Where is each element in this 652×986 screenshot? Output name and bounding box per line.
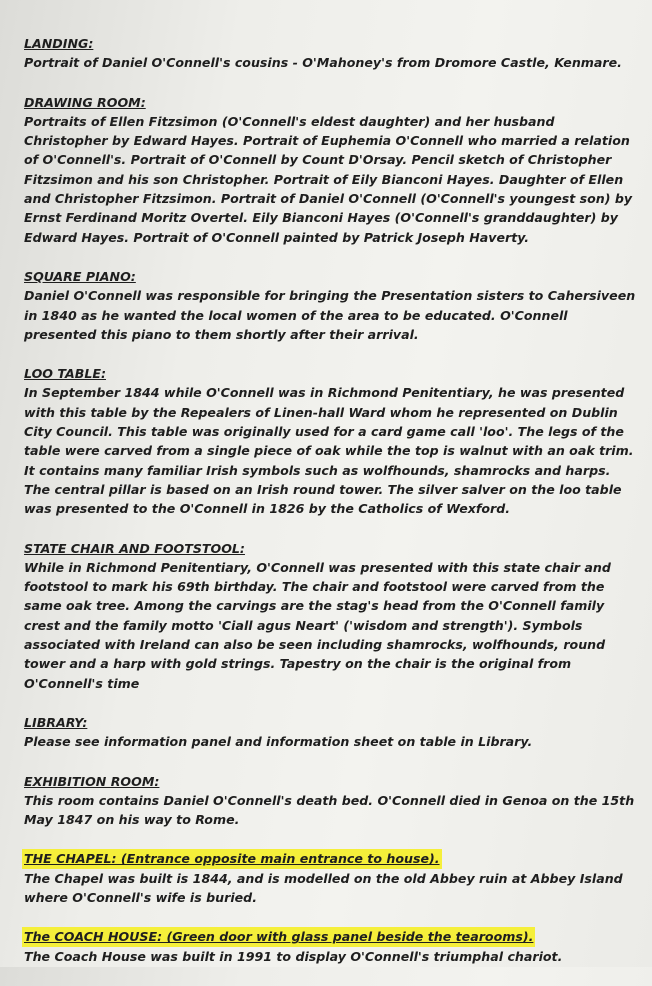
- section-square-piano: [24, 267, 636, 344]
- section-heading: STATE CHAIR AND FOOTSTOOL:: [24, 540, 245, 556]
- section-text: This room contains Daniel O'Connell's death bed. O'Connell died in Genoa on the 15th May 1847 on his way to Rome.: [24, 792, 635, 828]
- section-text: While in Richmond Penitentiary, O'Connell was presented with this state chair and footstool to mark his 69th birthday. The chair and footstool were carved from the same oak tree. Among the carvings are the stag's head from the O'Connell family crest and the family motto 'Ciall agus Neart' ('wisdom and strength'). Symbols associated with Ireland can also be seen including shamrocks, wolfhounds, round tower and a harp with gold strings. Tapestry on the chair is the original from O'Connell's time: [24, 559, 611, 691]
- section-landing: [24, 34, 636, 73]
- section-text: Daniel O'Connell was responsible for bringing the Presentation sisters to Cahersiveen in 1840 as he wanted the local women of the area to be educated. O'Connell presented this piano to them shortly after their arrival.: [24, 288, 636, 342]
- section-coach-house: [24, 927, 636, 966]
- section-heading: EXHIBITION ROOM:: [24, 773, 160, 789]
- section-heading: LIBRARY:: [24, 714, 88, 730]
- section-drawing-room: [24, 93, 636, 247]
- section-text: Portraits of Ellen Fitzsimon (O'Connell's eldest daughter) and her husband Christopher by Edward Hayes. Portrait of Euphemia O'Connell who married a relation of O'Connell's. Portrait of O'Connell by Count D'Orsay. Pencil sketch of Christopher Fitzsimon and his son Christopher. Portrait of Eily Bianconi Hayes. Daughter of Ellen and Christopher Fitzsimon. Portrait of Daniel O'Connell (O'Connell's youngest son) by Ernst Ferdinand Moritz Overtel. Eily Bianconi Hayes (O'Connell's granddaughter) by Edward Hayes. Portrait of O'Connell painted by Patrick Joseph Haverty.: [24, 113, 633, 245]
- section-heading-highlighted: The COACH HOUSE: (Green door with glass panel beside the tearooms).: [22, 927, 535, 946]
- info-sheet: [24, 34, 636, 986]
- section-heading: DRAWING ROOM:: [24, 94, 146, 110]
- section-loo-table: [24, 364, 636, 518]
- section-text: Portrait of Daniel O'Connell's cousins - O'Mahoney's from Dromore Castle, Kenmare.: [24, 55, 622, 71]
- section-heading: SQUARE PIANO:: [24, 268, 136, 284]
- section-library: [24, 713, 636, 752]
- section-text: The Coach House was built in 1991 to display O'Connell's triumphal chariot.: [24, 948, 563, 964]
- section-text: Please see information panel and information sheet on table in Library.: [24, 734, 533, 750]
- section-heading-highlighted: THE CHAPEL: (Entrance opposite main entrance to house).: [22, 849, 442, 868]
- section-text: The Chapel was built is 1844, and is modelled on the old Abbey ruin at Abbey Island where O'Connell's wife is buried.: [24, 870, 623, 905]
- section-text: In September 1844 while O'Connell was in Richmond Penitentiary, he was presented with this table by the Repealers of Linen-hall Ward whom he represented on Dublin City Council. This table was originally used for a card game call 'loo'. The legs of the table were carved from a single piece of oak while the top is walnut with an oak trim. It contains many familiar Irish symbols such as wolfhounds, shamrocks and harps. The central pillar is based on an Irish round tower. The silver salver on the loo table was presented to the O'Connell in 1826 by the Catholics of Wexford.: [24, 385, 634, 517]
- section-chapel: [24, 849, 636, 907]
- section-heading: LANDING:: [24, 36, 94, 51]
- section-exhibition-room: [24, 772, 636, 830]
- section-heading: LOO TABLE:: [24, 366, 106, 382]
- section-state-chair: [24, 539, 636, 693]
